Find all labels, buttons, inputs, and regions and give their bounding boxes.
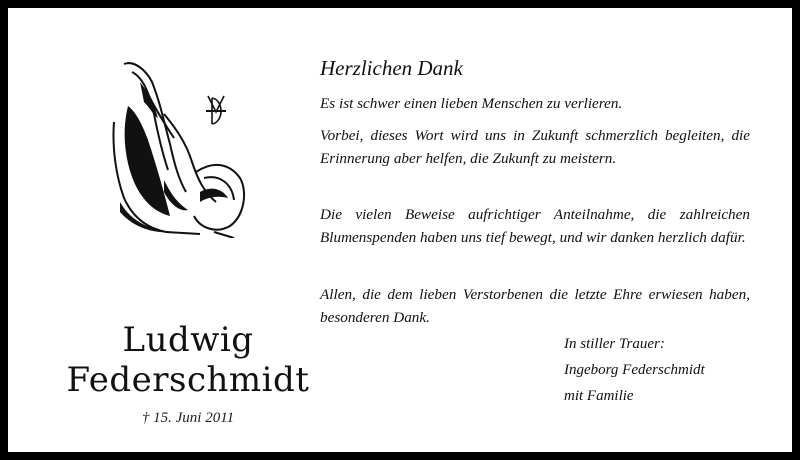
- message-paragraph: Allen, die dem lieben Verstorbenen die letzte Ehre erwiesen haben, besonderen Dank.: [320, 286, 750, 326]
- message-paragraph: Vorbei, dieses Wort wird uns in Zukunft schmerzlich begleiten, die Erinnerung aber helfen, die Zukunft zu meistern.: [320, 127, 750, 167]
- praying-hands-icon: [104, 52, 254, 238]
- signature-intro: In stiller Trauer:: [564, 336, 665, 352]
- signature-family: mit Familie: [564, 388, 634, 404]
- signature-name: Ingeborg Federschmidt: [564, 362, 705, 378]
- obituary-card: [8, 8, 792, 452]
- death-date: † 15. Juni 2011: [141, 410, 235, 426]
- message-paragraph: Es ist schwer einen lieben Menschen zu verlieren.: [320, 95, 623, 112]
- monogram-logo: [206, 96, 226, 124]
- deceased-last-name: Federschmidt: [66, 360, 310, 400]
- message-paragraph: Die vielen Beweise aufrichtiger Anteilnahme, die zahlreichen Blumenspenden haben uns tief bewegt, und wir danken herzlich dafür.: [320, 206, 750, 246]
- deceased-first-name: Ludwig: [122, 320, 254, 360]
- message-title: Herzlichen Dank: [320, 56, 463, 80]
